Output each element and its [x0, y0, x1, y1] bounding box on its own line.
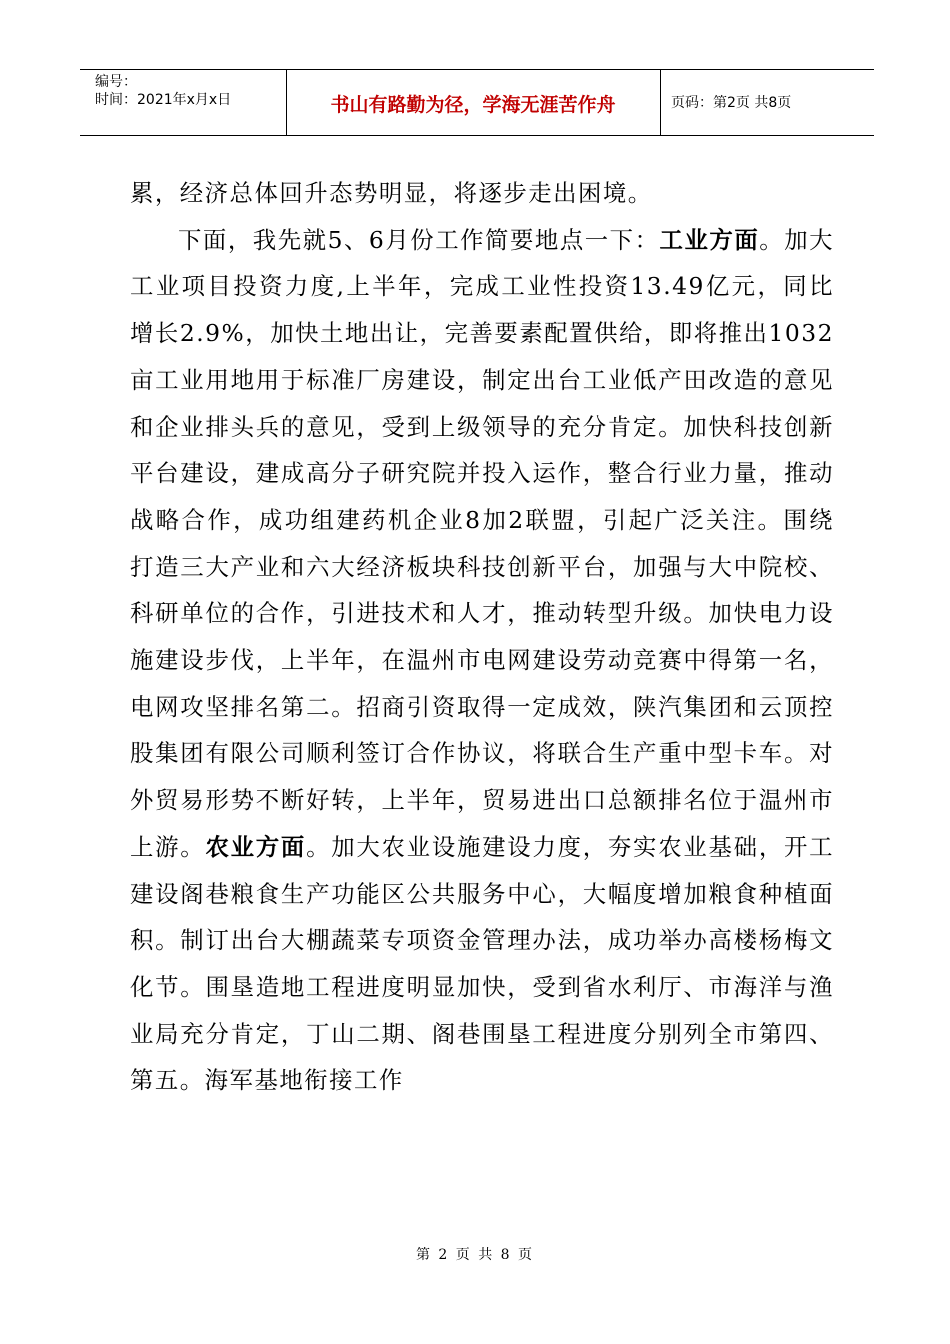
industry-text: 。加大工业项目投资力度,上半年，完成工业性投资13.49亿元，同比增长2.9%，加快土地出让，完善要素配置供给，即将推出1032亩工业用地用于标准厂房建设，制定出台工业低产田改造的意见和企业排头兵的意见，受到上级领导的充分肯定。加快科技创新平台建设，建成高分子研究院并投入运作，整合行业力量，推动战略合作，成功组建药机企业8加2联盟，引起广泛关注。围绕打造三大产业和六大经济板块科技创新平台，加强与大中院校、科研单位的合作，引进技术和人才，推动转型升级。加快电力设施建设步伐，上半年，在温州市电网建设劳动竞赛中得第一名，电网攻坚排名第二。招商引资取得一定成效，陕汽集团和云顶控股集团有限公司顺利签订合作协议，将联合生产重中型卡车。对外贸易形势不断好转，上半年，贸易进出口总额排名位于温州市上游。 — [130, 225, 835, 861]
agriculture-text: 。加大农业设施建设力度，夯实农业基础，开工建设阁巷粮食生产功能区公共服务中心，大幅度增加粮食种植面积。制订出台大棚蔬菜专项资金管理办法，成功举办高楼杨梅文化节。围垦造地工程进度明显加快，受到省水利厅、市海洋与渔业局充分肯定，丁山二期、阁巷围垦工程进度分别列全市第四、第五。海军基地衔接工作 — [130, 832, 835, 1095]
header-page-info: 页码：第2页 共8页 — [671, 95, 792, 111]
paragraph-continuation: 累，经济总体回升态势明显，将逐步走出困境。 — [130, 179, 653, 207]
document-number-label: 编号： — [95, 74, 137, 90]
paragraph-intro: 下面，我先就5、6月份工作简要地点一下： — [178, 225, 660, 254]
document-date-label: 时间：2021年x月x日 — [95, 92, 232, 108]
paragraph-work-summary — [130, 217, 834, 1104]
heading-industry: 工业方面 — [659, 225, 760, 254]
heading-agriculture: 农业方面 — [205, 832, 307, 861]
header-meta-cell — [80, 70, 287, 135]
header-motto-cell — [286, 70, 661, 135]
header-motto: 书山有路勤为径，学海无涯苦作舟 — [330, 94, 616, 116]
header-page-cell — [660, 70, 874, 135]
page-footer: 第 2 页 共 8 页 — [415, 1247, 535, 1263]
document-body — [130, 170, 834, 1104]
document-header — [80, 69, 874, 136]
